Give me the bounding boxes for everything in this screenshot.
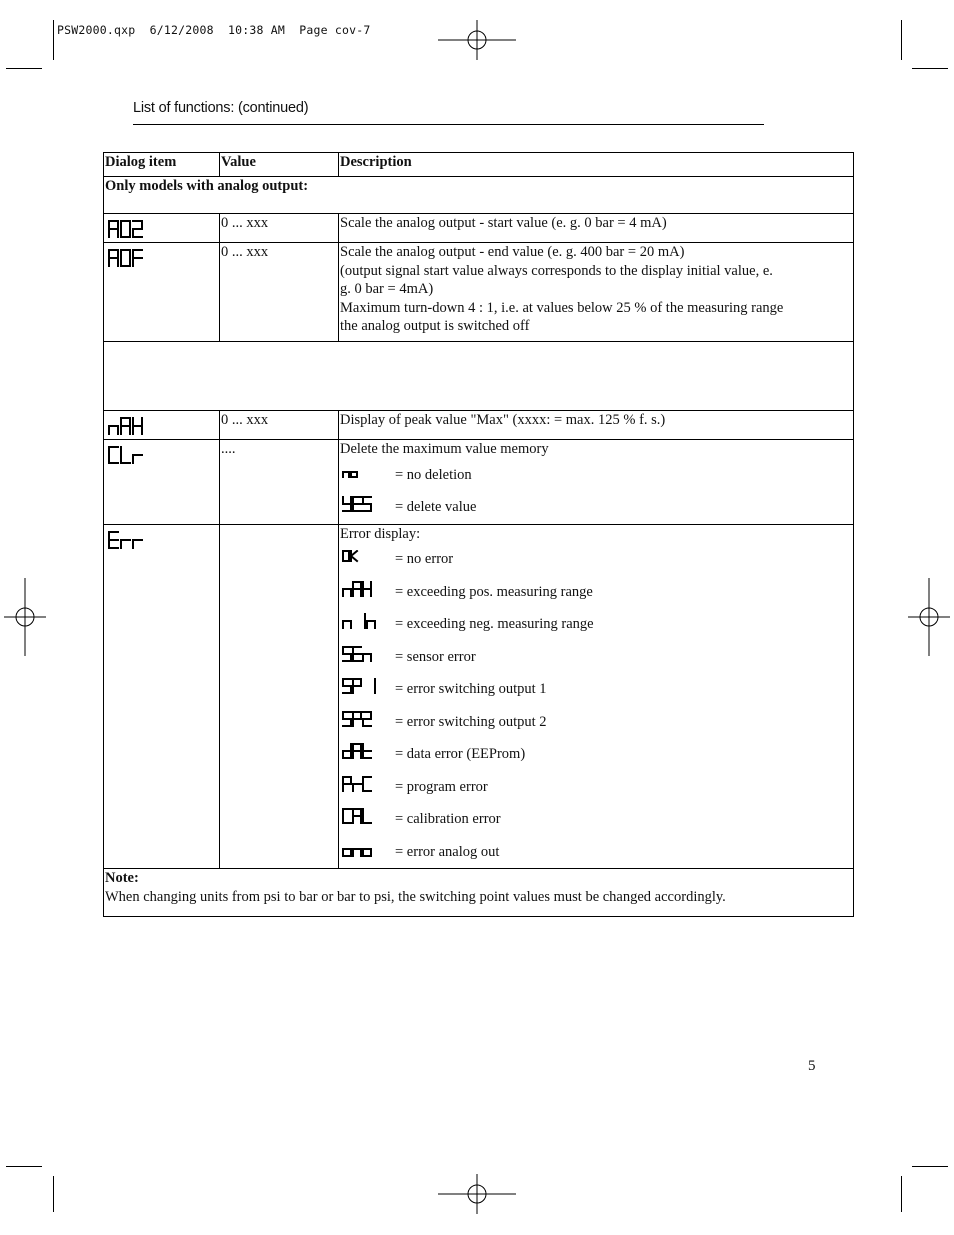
- note-label: Note:: [105, 870, 139, 886]
- print-slug: PSW2000.qxp 6/12/2008 10:38 AM Page cov-7: [57, 23, 371, 37]
- lcd-code: [342, 776, 373, 793]
- option-text: = exceeding pos. measuring range: [395, 583, 593, 600]
- description-cell: [339, 243, 854, 342]
- description-line: Scale the analog output - end value (e. g. 400 bar = 20 mA): [340, 244, 685, 260]
- crop-mark: [912, 68, 948, 69]
- option-item: [340, 576, 852, 609]
- lcd-code: [342, 678, 377, 695]
- lcd-code: [342, 743, 373, 760]
- section-label-analog: Only models with analog output:: [104, 177, 854, 214]
- dialog-item-cell: [104, 243, 220, 342]
- functions-table: [103, 152, 854, 917]
- description-line: Maximum turn-down 4 : 1, i.e. at values below 25 % of the measuring range: [340, 299, 784, 316]
- option-code: [340, 466, 395, 485]
- crop-mark: [901, 1176, 902, 1212]
- dialog-item-cell: [104, 411, 220, 440]
- description-cell: [339, 214, 854, 243]
- value-cell: 0 ... xxx: [220, 243, 339, 342]
- description-line: Display of peak value "Max" (xxxx: = max. 125 % f. s.): [340, 412, 666, 428]
- crop-mark: [6, 1166, 42, 1167]
- registration-mark-top: [438, 20, 518, 60]
- option-code: [340, 550, 395, 569]
- lcd-code: [342, 550, 359, 563]
- table-row: [104, 411, 854, 440]
- option-code: [340, 808, 395, 831]
- table-row: [104, 440, 854, 525]
- lcd-code: [342, 496, 373, 513]
- lcd-code: [342, 466, 359, 479]
- note-row: [104, 869, 854, 917]
- option-text: = sensor error: [395, 648, 476, 665]
- table-row: [104, 243, 854, 342]
- description-line: Delete the maximum value memory: [340, 441, 549, 457]
- section-row-analog: [104, 177, 854, 214]
- dialog-item-cell: [104, 440, 220, 525]
- description-line: Scale the analog output - start value (e. g. 0 bar = 4 mA): [340, 215, 667, 231]
- option-item: [340, 706, 852, 739]
- value-cell: [220, 524, 339, 869]
- lcd-code-err: [108, 531, 145, 550]
- description-cell: [339, 440, 854, 525]
- option-code: [340, 678, 395, 701]
- crop-mark: [901, 20, 902, 60]
- page-number: 5: [808, 1058, 816, 1074]
- option-code: [340, 613, 395, 636]
- option-text: = no error: [395, 551, 454, 567]
- option-text: = error switching output 1: [395, 681, 547, 697]
- option-code: [340, 581, 395, 604]
- column-header-description: Description: [339, 153, 854, 177]
- option-item: [340, 771, 852, 804]
- registration-mark-right: [908, 578, 950, 656]
- option-item: [340, 543, 852, 576]
- option-item: [340, 738, 852, 771]
- value-cell: ....: [220, 440, 339, 525]
- option-code: [340, 743, 395, 766]
- description-line: Error display:: [340, 525, 421, 542]
- option-item: [340, 836, 852, 869]
- heading-rule: [133, 124, 764, 125]
- spacer-row: [104, 342, 854, 411]
- lcd-code-clr: [108, 446, 145, 465]
- dialog-item-cell: [104, 524, 220, 869]
- description-line: the analog output is switched off: [340, 318, 530, 334]
- option-item: [340, 673, 852, 706]
- option-item: [340, 803, 852, 836]
- lcd-code: [342, 808, 373, 825]
- option-code: [340, 776, 395, 799]
- option-item: [340, 459, 852, 492]
- lcd-code-ao2: [108, 220, 145, 239]
- option-text: = calibration error: [395, 811, 501, 827]
- table-header-row: [104, 153, 854, 177]
- value-cell: 0 ... xxx: [220, 411, 339, 440]
- crop-mark: [912, 1166, 948, 1167]
- registration-mark-left: [4, 578, 46, 656]
- column-header-dialog-item: Dialog item: [104, 153, 220, 177]
- option-item: [340, 608, 852, 641]
- lcd-code: [342, 646, 373, 663]
- table-row: [104, 214, 854, 243]
- option-text: = no deletion: [395, 466, 472, 483]
- option-list: [340, 459, 852, 524]
- option-item: [340, 641, 852, 674]
- option-text: = program error: [395, 778, 488, 795]
- lcd-code: [342, 581, 373, 598]
- section-heading: List of functions: (continued): [133, 100, 309, 116]
- option-text: = delete value: [395, 499, 477, 515]
- registration-mark-bottom: [438, 1174, 518, 1214]
- option-code: [340, 646, 395, 669]
- value-cell: 0 ... xxx: [220, 214, 339, 243]
- description-cell: [339, 411, 854, 440]
- lcd-code: [342, 841, 373, 858]
- dialog-item-cell: [104, 214, 220, 243]
- lcd-code: [342, 711, 373, 728]
- option-code: [340, 496, 395, 519]
- table-row: [104, 524, 854, 869]
- option-list: [340, 543, 852, 868]
- crop-mark: [53, 20, 54, 60]
- lcd-code-max: [108, 417, 145, 436]
- crop-mark: [6, 68, 42, 69]
- description-line: (output signal start value always corresponds to the display initial value, e.: [340, 262, 773, 279]
- option-text: = error analog out: [395, 843, 500, 860]
- option-text: = exceeding neg. measuring range: [395, 616, 594, 632]
- option-code: [340, 841, 395, 864]
- option-text: = error switching output 2: [395, 713, 547, 730]
- option-item: [340, 491, 852, 524]
- option-code: [340, 711, 395, 734]
- note-text: When changing units from psi to bar or bar to psi, the switching point values must be changed accordingly.: [105, 888, 726, 905]
- crop-mark: [53, 1176, 54, 1212]
- lcd-code-aof: [108, 249, 145, 268]
- description-cell: [339, 524, 854, 869]
- note-cell: [104, 869, 854, 917]
- description-line: g. 0 bar = 4mA): [340, 281, 434, 297]
- lcd-code: [342, 613, 377, 630]
- column-header-value: Value: [220, 153, 339, 177]
- option-text: = data error (EEProm): [395, 746, 526, 762]
